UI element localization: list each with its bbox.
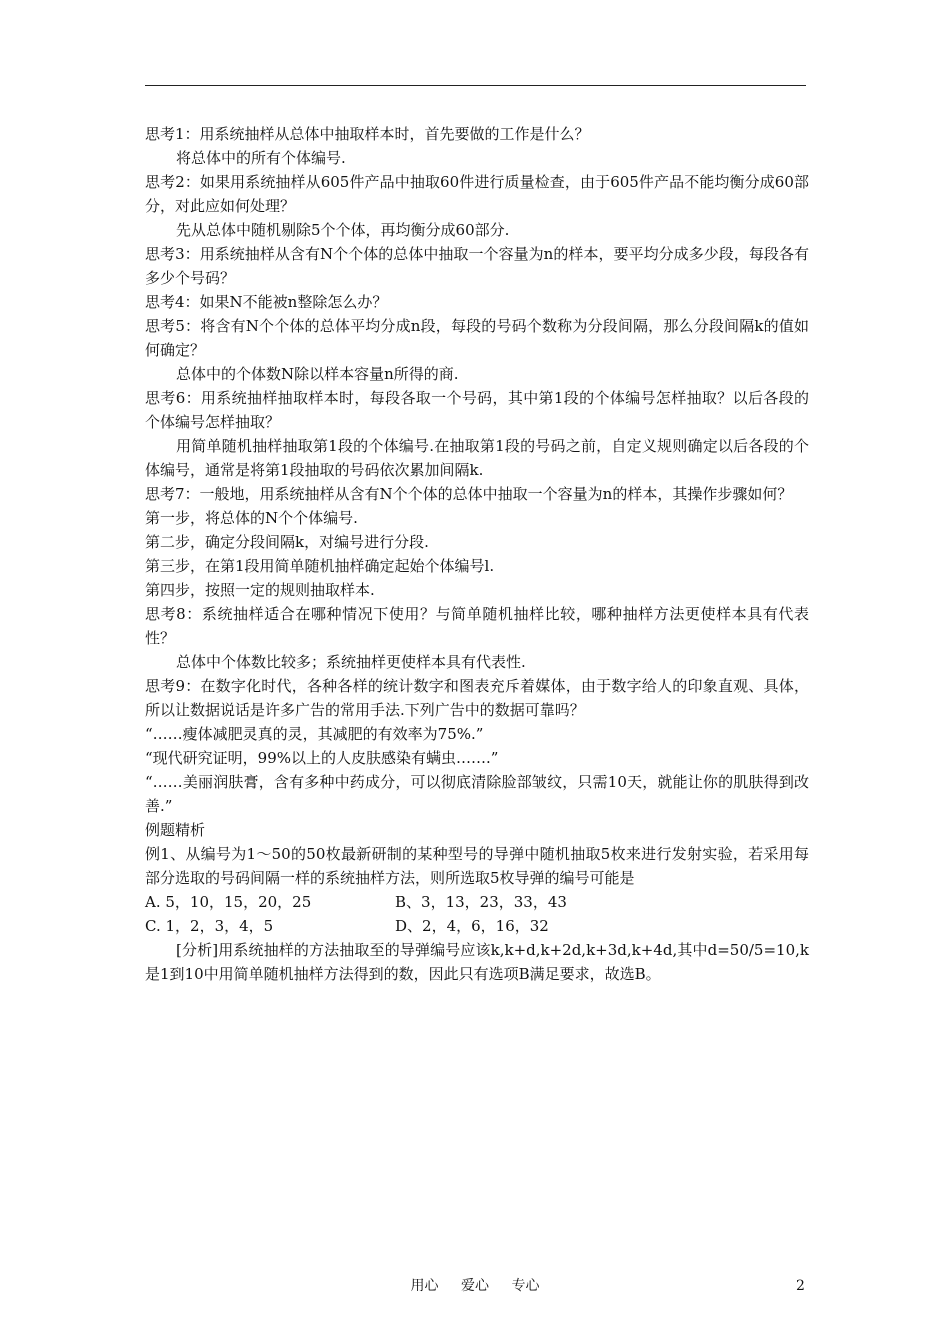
paragraph: 思考4：如果N不能被n整除怎么办？	[145, 293, 388, 311]
document-body	[145, 122, 809, 986]
header-rule	[145, 85, 806, 86]
paragraph: 第一步，将总体的N个个体编号.	[145, 509, 358, 527]
paragraph: 总体中个体数比较多；系统抽样更使样本具有代表性.	[176, 653, 526, 671]
paragraph: 总体中的个体数N除以样本容量n所得的商.	[176, 365, 459, 383]
option-text: D、2，4，6，16，32	[395, 917, 549, 935]
paragraph: 第四步，按照一定的规则抽取样本.	[145, 581, 375, 599]
paragraph: “……瘦体减肥灵真的灵，其减肥的有效率为75%.”	[145, 725, 484, 743]
paragraph: 第三步，在第1段用简单随机抽样确定起始个体编号l.	[145, 557, 495, 575]
paragraph: 先从总体中随机剔除5个个体，再均衡分成60部分.	[176, 221, 510, 239]
paragraph: 思考3：用系统抽样从含有N个个体的总体中抽取一个容量为n的样本，要平均分成多少段，每段各有多少个号码？	[145, 245, 809, 287]
paragraph-list	[145, 122, 809, 890]
paragraph: 第二步，确定分段间隔k，对编号进行分段.	[145, 533, 429, 551]
paragraph: 例1、从编号为1～50的50枚最新研制的某种型号的导弹中随机抽取5枚来进行发射实验，若采用每部分选取的号码间隔一样的系统抽样方法，则所选取5枚导弹的编号可能是	[145, 845, 809, 887]
paragraph: 例题精析	[145, 821, 206, 839]
option-text: A. 5，10，15，20，25	[145, 893, 312, 911]
paragraph: 思考1：用系统抽样从总体中抽取样本时，首先要做的工作是什么？	[145, 125, 590, 143]
paragraph: 将总体中的所有个体编号.	[176, 149, 346, 167]
analysis-paragraph: [分析]用系统抽样的方法抽取至的导弹编号应该k,k+d,k+2d,k+3d,k+4d,其中d=50/5=10,k是1到10中用简单随机抽样方法得到的数，因此只有选项B满足要求，故选B。	[145, 941, 809, 983]
page-number: 2	[796, 1278, 805, 1294]
option-row	[145, 890, 809, 914]
paragraph: 用简单随机抽样抽取第1段的个体编号.在抽取第1段的号码之前，自定义规则确定以后各段的个体编号，通常是将第1段抽取的号码依次累加间隔k.	[145, 437, 809, 479]
paragraph: 思考8：系统抽样适合在哪种情况下使用？与简单随机抽样比较，哪种抽样方法更使样本具有代表性？	[145, 605, 809, 647]
paragraph: “……美丽润肤膏，含有多种中药成分，可以彻底清除脸部皱纹，只需10天，就能让你的肌肤得到改善.”	[145, 773, 809, 815]
paragraph: 思考9：在数字化时代，各种各样的统计数字和图表充斥着媒体，由于数字给人的印象直观、具体，所以让数据说话是许多广告的常用手法.下列广告中的数据可靠吗？	[145, 677, 809, 719]
paragraph: 思考7：一般地，用系统抽样从含有N个个体的总体中抽取一个容量为n的样本，其操作步骤如何？	[145, 485, 793, 503]
paragraph: 思考2：如果用系统抽样从605件产品中抽取60件进行质量检查，由于605件产品不能均衡分成60部分，对此应如何处理？	[145, 173, 809, 215]
answer-options	[145, 890, 809, 938]
footer-motto: 用心 爱心 专心	[410, 1278, 540, 1294]
paragraph: 思考6：用系统抽样抽取样本时，每段各取一个号码，其中第1段的个体编号怎样抽取？以后各段的个体编号怎样抽取？	[145, 389, 809, 431]
option-text: B、3，13，23，33，43	[395, 893, 567, 911]
paragraph: 思考5：将含有N个个体的总体平均分成n段，每段的号码个数称为分段间隔，那么分段间隔k的值如何确定？	[145, 317, 809, 359]
option-row	[145, 914, 809, 938]
option-text: C. 1，2，3，4，5	[145, 917, 274, 935]
paragraph: “现代研究证明，99%以上的人皮肤感染有螨虫…….”	[145, 749, 499, 767]
